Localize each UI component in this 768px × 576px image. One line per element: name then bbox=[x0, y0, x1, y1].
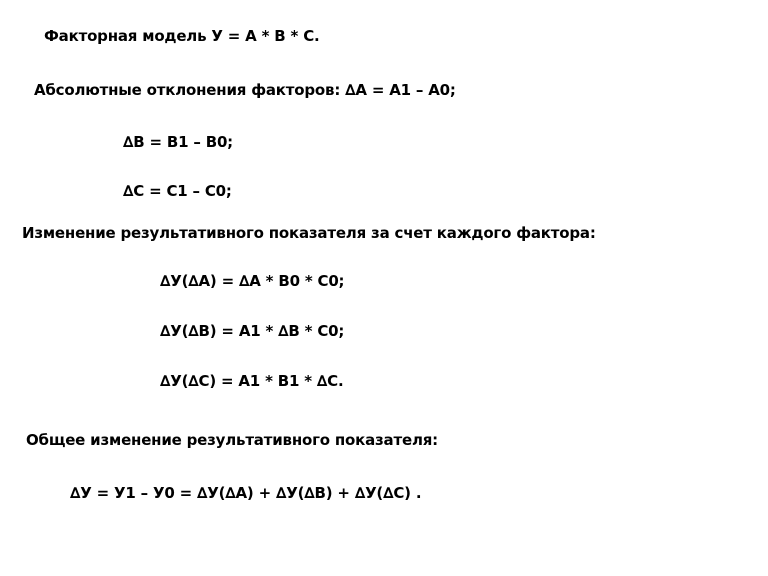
total-change-heading: Общее изменение результативного показателя: bbox=[26, 431, 438, 449]
formula-delta-b: ∆У(∆В) = А1 * ∆В * С0; bbox=[160, 322, 345, 340]
factor-model-heading: Факторная модель У = А * В * С. bbox=[44, 27, 320, 45]
absolute-deviation-b: ∆В = В1 – В0; bbox=[123, 133, 233, 151]
formula-delta-c: ∆У(∆С) = А1 * В1 * ∆С. bbox=[160, 372, 344, 390]
formula-delta-a: ∆У(∆А) = ∆А * В0 * С0; bbox=[160, 272, 345, 290]
factor-change-heading: Изменение результативного показателя за счет каждого фактора: bbox=[22, 224, 596, 242]
absolute-deviation-a: Абсолютные отклонения факторов: ∆А = А1 – А0; bbox=[34, 81, 456, 99]
absolute-deviation-c: ∆С = С1 – С0; bbox=[123, 182, 232, 200]
total-change-formula: ∆У = У1 – У0 = ∆У(∆А) + ∆У(∆В) + ∆У(∆С) . bbox=[70, 484, 422, 502]
